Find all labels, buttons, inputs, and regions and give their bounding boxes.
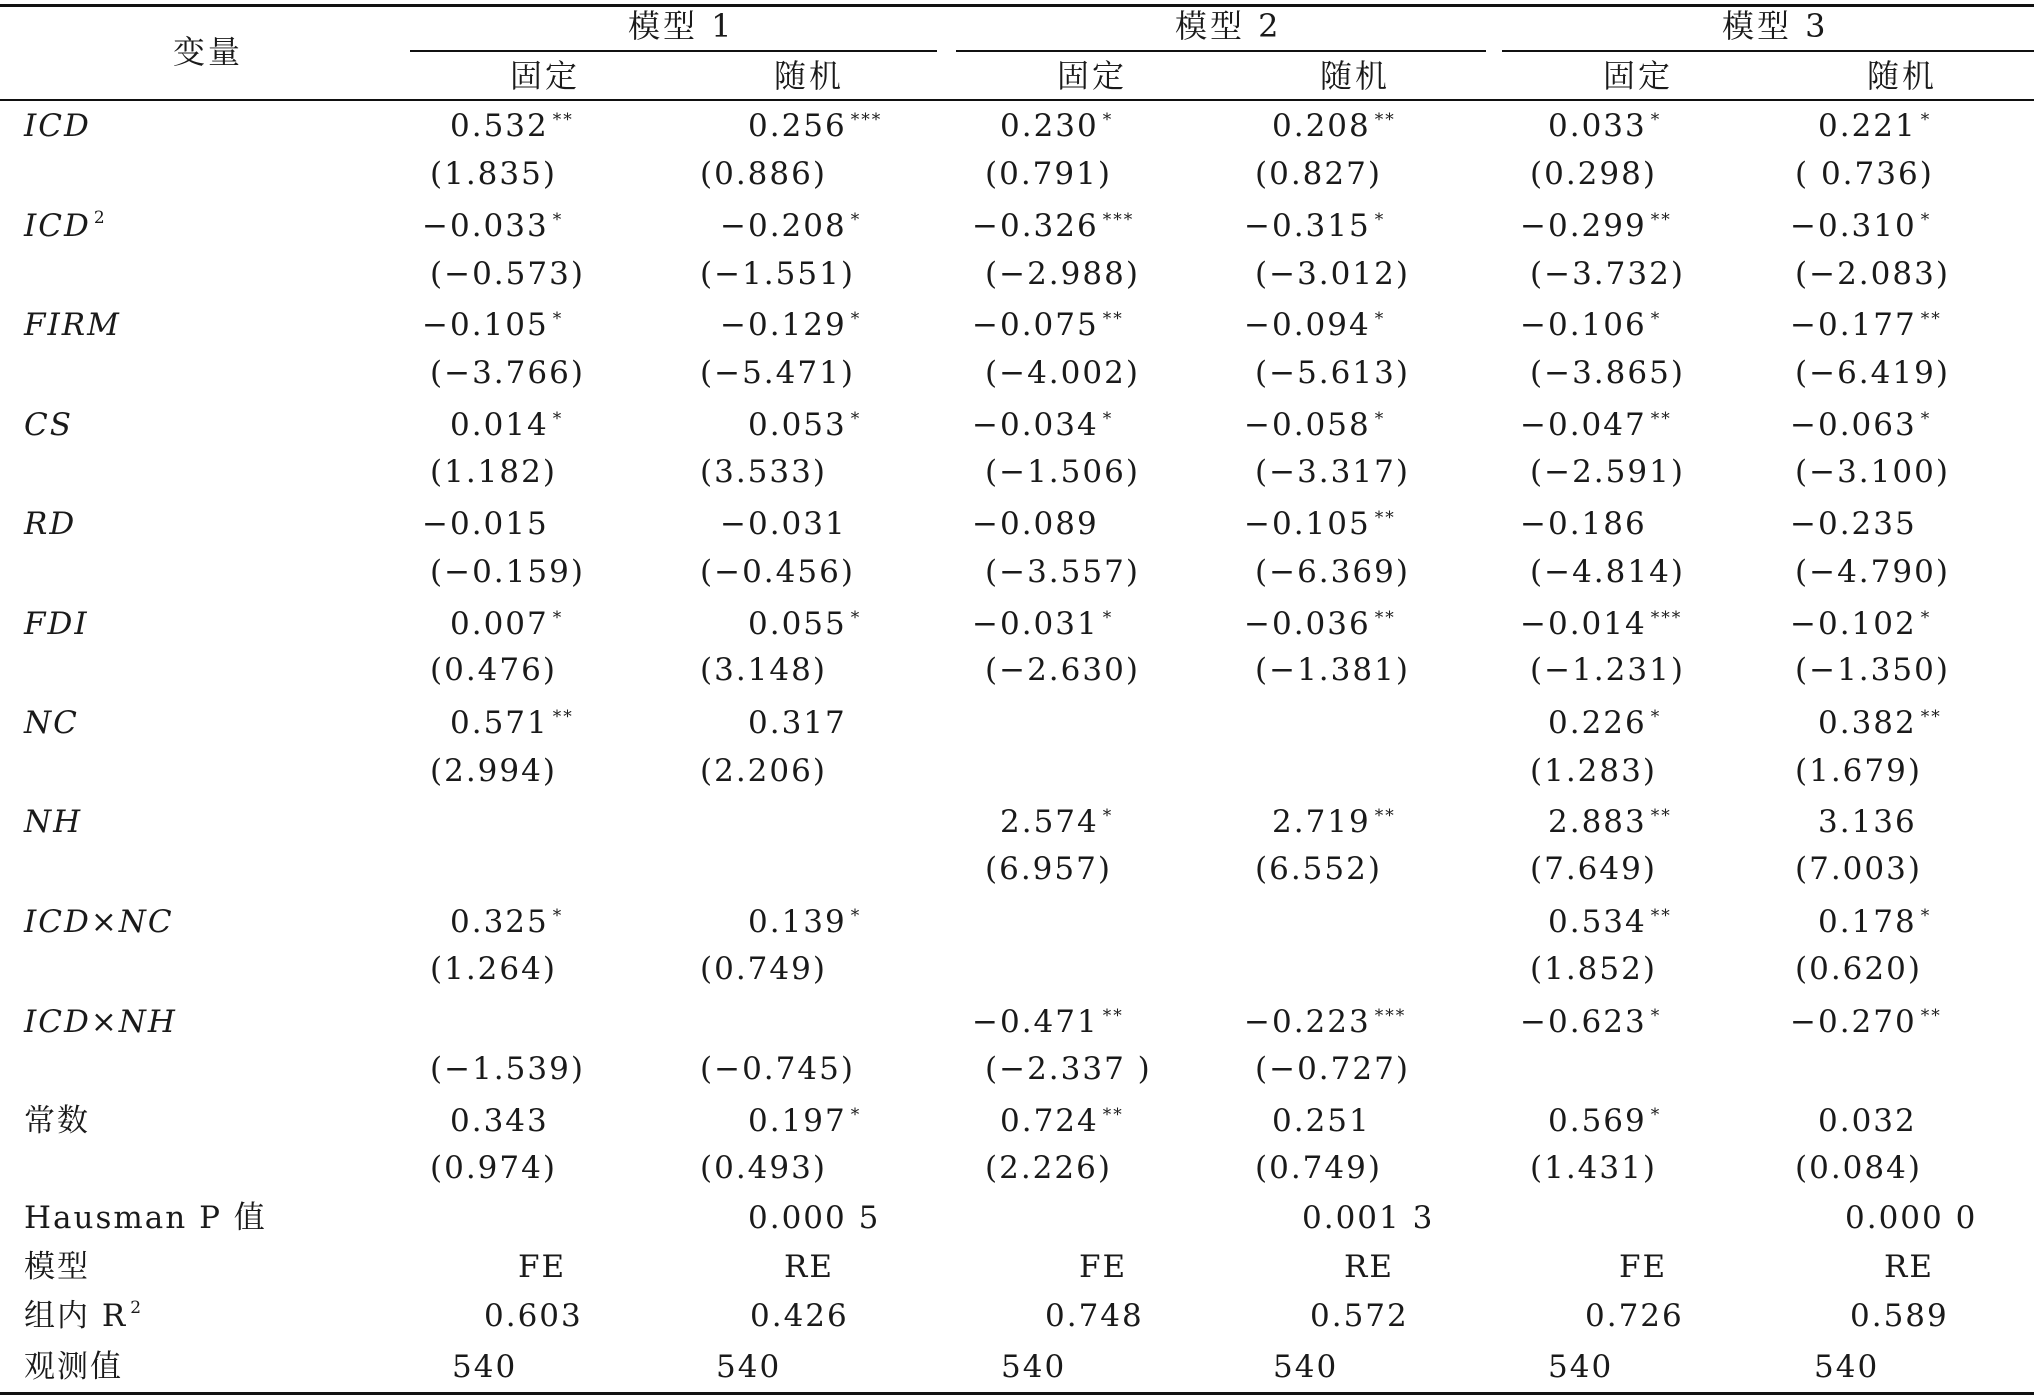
significance-stars: * — [1920, 906, 1932, 926]
coef-cell — [450, 405, 563, 445]
coef-value: 0.343 — [450, 1103, 549, 1139]
footer-value: 540 — [1273, 1349, 1339, 1385]
subheader-model-3-random: 随机 — [1867, 57, 1938, 95]
coef-cell — [1244, 604, 1396, 644]
t-stat-cell: (−2.591) — [1530, 454, 1685, 490]
coef-value: 0.139 — [748, 904, 847, 940]
t-stat-cell: (0.886) — [700, 156, 827, 192]
coef-cell — [748, 1101, 861, 1141]
significance-stars: * — [1374, 409, 1386, 429]
coef-cell — [748, 106, 882, 146]
significance-stars: * — [1650, 309, 1662, 329]
coef-value: 0.221 — [1818, 108, 1917, 144]
significance-stars: * — [1102, 409, 1114, 429]
coef-cell — [748, 604, 861, 644]
coef-value: 0.724 — [1000, 1103, 1099, 1139]
t-stat-cell: (−1.350) — [1795, 652, 1950, 688]
footer-value: 0.748 — [1045, 1298, 1144, 1334]
footer-label-text: 模型 — [24, 1249, 90, 1285]
t-stat-cell: (1.852) — [1530, 951, 1657, 987]
t-stat-cell: (−6.419) — [1795, 355, 1950, 391]
footer-label-superscript: 2 — [130, 1298, 144, 1318]
coef-value: −0.105 — [1244, 506, 1371, 542]
significance-stars: * — [1650, 1105, 1662, 1125]
coef-value: 0.055 — [748, 606, 847, 642]
significance-stars: *** — [1374, 1006, 1407, 1026]
significance-stars: * — [1650, 707, 1662, 727]
significance-stars: * — [1650, 1006, 1662, 1026]
row-label-text: 常数 — [24, 1103, 90, 1139]
significance-stars: * — [850, 309, 862, 329]
coef-value: 3.136 — [1818, 804, 1917, 840]
t-stat-cell: (−4.002) — [985, 355, 1140, 391]
t-stat-cell: (0.749) — [1255, 1150, 1382, 1186]
coef-cell — [1818, 703, 1942, 743]
coef-cell — [1520, 604, 1682, 644]
t-stat-cell: (7.003) — [1795, 851, 1922, 887]
footer-value: 540 — [1548, 1349, 1614, 1385]
row-label-text: FDI — [24, 606, 89, 642]
t-stat-cell: (−3.865) — [1530, 355, 1685, 391]
footer-value: FE — [1619, 1249, 1668, 1285]
coef-cell — [450, 1101, 549, 1141]
coef-cell — [1548, 703, 1661, 743]
significance-stars: * — [552, 210, 564, 230]
significance-stars: ** — [1650, 906, 1672, 926]
coef-cell — [450, 902, 563, 942]
bottom-rule — [0, 1392, 2034, 1395]
t-stat-cell: (2.994) — [430, 753, 557, 789]
coef-value: 2.574 — [1000, 804, 1099, 840]
coef-value: 0.178 — [1818, 904, 1917, 940]
coef-value: −0.270 — [1790, 1004, 1917, 1040]
coef-value: 0.014 — [450, 407, 549, 443]
t-stat-cell: (0.974) — [430, 1150, 557, 1186]
coef-value: 0.197 — [748, 1103, 847, 1139]
footer-value: RE — [784, 1249, 834, 1285]
footer-value: RE — [1884, 1249, 1934, 1285]
subheader-model-1-fixed: 固定 — [510, 57, 581, 95]
t-stat-cell: (−0.159) — [430, 554, 585, 590]
row-label-text: FIRM — [24, 307, 121, 343]
coef-value: −0.129 — [720, 307, 847, 343]
coef-cell — [1244, 504, 1396, 544]
coef-value: 0.033 — [1548, 108, 1647, 144]
t-stat-cell: (0.620) — [1795, 951, 1922, 987]
coef-value: −0.177 — [1790, 307, 1917, 343]
coef-cell — [1790, 1002, 1942, 1042]
coef-cell — [972, 405, 1113, 445]
t-stat-cell: (1.182) — [430, 454, 557, 490]
t-stat-cell: (1.679) — [1795, 753, 1922, 789]
t-stat-cell: (−6.369) — [1255, 554, 1410, 590]
coef-cell — [1520, 206, 1672, 246]
coef-value: −0.186 — [1520, 506, 1647, 542]
coef-cell — [720, 206, 861, 246]
footer-label-text: 观测值 — [24, 1349, 123, 1385]
coef-value: −0.105 — [422, 307, 549, 343]
significance-stars: ** — [552, 707, 574, 727]
significance-stars: *** — [1650, 608, 1683, 628]
t-stat-cell: (−5.471) — [700, 355, 855, 391]
row-label — [24, 1101, 90, 1141]
coef-cell — [1272, 802, 1396, 842]
coef-value: −0.047 — [1520, 407, 1647, 443]
t-stat-cell: (−4.790) — [1795, 554, 1950, 590]
footer-label-text: 组内 R — [24, 1298, 128, 1334]
coef-value: 0.208 — [1272, 108, 1371, 144]
row-label — [24, 604, 89, 644]
coef-value: −0.014 — [1520, 606, 1647, 642]
significance-stars: * — [1920, 210, 1932, 230]
header-rule — [0, 99, 2034, 101]
coef-cell — [1548, 802, 1672, 842]
coef-cell — [1548, 1101, 1661, 1141]
significance-stars: ** — [1920, 707, 1942, 727]
footer-value: 0.426 — [750, 1298, 849, 1334]
t-stat-cell: (−0.727) — [1255, 1051, 1410, 1087]
coef-cell — [1790, 206, 1931, 246]
coef-cell — [748, 703, 847, 743]
coef-value: 0.032 — [1818, 1103, 1917, 1139]
coef-value: −0.031 — [972, 606, 1099, 642]
coef-cell — [1818, 802, 1917, 842]
coef-value: 0.226 — [1548, 705, 1647, 741]
significance-stars: ** — [552, 110, 574, 130]
coef-value: 0.256 — [748, 108, 847, 144]
footer-value: 0.000 0 — [1845, 1200, 1978, 1236]
t-stat-cell: (3.533) — [700, 454, 827, 490]
coef-value: 0.325 — [450, 904, 549, 940]
coef-value: −0.034 — [972, 407, 1099, 443]
coef-cell — [1818, 1101, 1917, 1141]
t-stat-cell: (−1.539) — [430, 1051, 585, 1087]
subheader-model-2-random: 随机 — [1320, 57, 1391, 95]
significance-stars: * — [1102, 608, 1114, 628]
footer-value: 540 — [452, 1349, 518, 1385]
row-label-text: CS — [24, 407, 73, 443]
t-stat-cell: (−3.100) — [1795, 454, 1950, 490]
significance-stars: * — [1650, 110, 1662, 130]
footer-label — [24, 1296, 143, 1336]
footer-label — [24, 1247, 90, 1287]
coef-value: −0.031 — [720, 506, 847, 542]
coef-value: 0.532 — [450, 108, 549, 144]
coef-value: −0.033 — [422, 208, 549, 244]
t-stat-cell: (−1.551) — [700, 256, 855, 292]
footer-label — [24, 1198, 267, 1238]
coef-value: 0.569 — [1548, 1103, 1647, 1139]
footer-value: 0.589 — [1850, 1298, 1949, 1334]
significance-stars: ** — [1102, 1105, 1124, 1125]
t-stat-cell: (−0.573) — [430, 256, 585, 292]
coef-value: −0.623 — [1520, 1004, 1647, 1040]
row-label-text: RD — [24, 506, 77, 542]
coef-cell — [450, 604, 563, 644]
coef-value: −0.036 — [1244, 606, 1371, 642]
t-stat-cell: (6.957) — [985, 851, 1112, 887]
coef-cell — [1244, 206, 1385, 246]
significance-stars: ** — [1920, 1006, 1942, 1026]
model-1-header: 模型 1 — [628, 7, 735, 45]
t-stat-cell: (−3.317) — [1255, 454, 1410, 490]
row-label-text: ICD×NH — [24, 1004, 177, 1040]
coef-cell — [972, 1002, 1124, 1042]
subheader-model-1-random: 随机 — [774, 57, 845, 95]
coef-cell — [1520, 504, 1647, 544]
significance-stars: * — [552, 309, 564, 329]
t-stat-cell: (−2.988) — [985, 256, 1140, 292]
t-stat-cell: (−3.557) — [985, 554, 1140, 590]
coef-cell — [1818, 106, 1931, 146]
row-label — [24, 802, 82, 842]
row-label — [24, 504, 76, 544]
coef-cell — [1000, 106, 1113, 146]
row-label — [24, 902, 174, 942]
footer-value: 540 — [1001, 1349, 1067, 1385]
footer-value: 0.572 — [1310, 1298, 1409, 1334]
coef-value: −0.471 — [972, 1004, 1099, 1040]
coef-cell — [1272, 106, 1396, 146]
coef-value: 0.251 — [1272, 1103, 1371, 1139]
significance-stars: ** — [1920, 309, 1942, 329]
coef-value: −0.106 — [1520, 307, 1647, 343]
coef-cell — [422, 305, 563, 345]
coef-cell — [1790, 604, 1931, 644]
coef-cell — [1000, 1101, 1124, 1141]
significance-stars: ** — [1102, 1006, 1124, 1026]
significance-stars: ** — [1650, 806, 1672, 826]
coef-cell — [450, 703, 574, 743]
t-stat-cell: (0.298) — [1530, 156, 1657, 192]
significance-stars: * — [1374, 309, 1386, 329]
row-label-text: ICD — [24, 108, 91, 144]
footer-value: FE — [518, 1249, 567, 1285]
group-rule-model-2 — [956, 50, 1486, 52]
t-stat-cell: (−3.766) — [430, 355, 585, 391]
footer-value: RE — [1344, 1249, 1394, 1285]
coef-cell — [422, 504, 549, 544]
significance-stars: * — [552, 409, 564, 429]
coef-value: −0.089 — [972, 506, 1099, 542]
model-2-header: 模型 2 — [1175, 7, 1282, 45]
coef-value: −0.063 — [1790, 407, 1917, 443]
coef-value: −0.235 — [1790, 506, 1917, 542]
coef-cell — [720, 305, 861, 345]
t-stat-cell: (1.835) — [430, 156, 557, 192]
coef-value: −0.058 — [1244, 407, 1371, 443]
coef-value: −0.208 — [720, 208, 847, 244]
row-label — [24, 206, 107, 246]
coef-value: −0.075 — [972, 307, 1099, 343]
significance-stars: ** — [1102, 309, 1124, 329]
t-stat-cell: (−0.745) — [700, 1051, 855, 1087]
footer-value: 540 — [1814, 1349, 1880, 1385]
t-stat-cell: (6.552) — [1255, 851, 1382, 887]
t-stat-cell: (7.649) — [1530, 851, 1657, 887]
significance-stars: * — [850, 608, 862, 628]
significance-stars: * — [1920, 608, 1932, 628]
coef-cell — [1244, 1002, 1406, 1042]
coef-cell — [972, 206, 1134, 246]
significance-stars: *** — [850, 110, 883, 130]
row-label-text: ICD×NC — [24, 904, 174, 940]
t-stat-cell: (−3.732) — [1530, 256, 1685, 292]
footer-value: 0.001 3 — [1302, 1200, 1435, 1236]
significance-stars: * — [1920, 409, 1932, 429]
coef-cell — [1548, 902, 1672, 942]
row-label-text: ICD — [24, 208, 91, 244]
t-stat-cell: (−2.083) — [1795, 256, 1950, 292]
significance-stars: * — [850, 1105, 862, 1125]
t-stat-cell: (−3.012) — [1255, 256, 1410, 292]
significance-stars: ** — [1374, 806, 1396, 826]
coef-cell — [1790, 405, 1931, 445]
t-stat-cell: (3.148) — [700, 652, 827, 688]
significance-stars: ** — [1374, 508, 1396, 528]
significance-stars: * — [850, 210, 862, 230]
t-stat-cell: (−4.814) — [1530, 554, 1685, 590]
significance-stars: ** — [1374, 110, 1396, 130]
significance-stars: ** — [1650, 210, 1672, 230]
row-label — [24, 106, 91, 146]
coef-cell — [748, 405, 861, 445]
subheader-model-3-fixed: 固定 — [1603, 57, 1674, 95]
significance-stars: * — [1102, 806, 1114, 826]
model-3-header: 模型 3 — [1722, 7, 1829, 45]
coef-value: −0.094 — [1244, 307, 1371, 343]
coef-value: 0.571 — [450, 705, 549, 741]
coef-cell — [422, 206, 563, 246]
t-stat-cell: ( 0.736) — [1795, 156, 1934, 192]
row-label — [24, 405, 73, 445]
t-stat-cell: (2.206) — [700, 753, 827, 789]
coef-value: −0.315 — [1244, 208, 1371, 244]
subheader-model-2-fixed: 固定 — [1057, 57, 1128, 95]
t-stat-cell: (2.226) — [985, 1150, 1112, 1186]
group-rule-model-1 — [410, 50, 937, 52]
row-label — [24, 305, 121, 345]
coef-cell — [450, 106, 574, 146]
significance-stars: * — [1920, 110, 1932, 130]
footer-value: 0.000 5 — [748, 1200, 881, 1236]
group-rule-model-3 — [1502, 50, 2034, 52]
row-label-text: NC — [24, 705, 79, 741]
t-stat-cell: (1.283) — [1530, 753, 1657, 789]
footer-value: 0.726 — [1585, 1298, 1684, 1334]
t-stat-cell: (−1.231) — [1530, 652, 1685, 688]
coef-value: 0.534 — [1548, 904, 1647, 940]
variable-header: 变量 — [173, 33, 244, 71]
coef-cell — [972, 604, 1113, 644]
coef-cell — [1790, 305, 1942, 345]
coef-cell — [1272, 1101, 1371, 1141]
coef-cell — [972, 305, 1124, 345]
coef-value: 0.230 — [1000, 108, 1099, 144]
t-stat-cell: (0.084) — [1795, 1150, 1922, 1186]
coef-cell — [1818, 902, 1931, 942]
significance-stars: * — [1102, 110, 1114, 130]
row-label — [24, 1002, 177, 1042]
footer-value: 0.603 — [484, 1298, 583, 1334]
coef-value: −0.223 — [1244, 1004, 1371, 1040]
row-label — [24, 703, 79, 743]
coef-cell — [1520, 305, 1661, 345]
footer-label — [24, 1347, 123, 1387]
t-stat-cell: (0.493) — [700, 1150, 827, 1186]
coef-cell — [1244, 405, 1385, 445]
coef-cell — [972, 504, 1099, 544]
t-stat-cell: (−1.506) — [985, 454, 1140, 490]
footer-value: FE — [1079, 1249, 1128, 1285]
coef-cell — [748, 902, 861, 942]
coef-cell — [1790, 504, 1917, 544]
coef-value: −0.310 — [1790, 208, 1917, 244]
row-label-text: NH — [24, 804, 83, 840]
t-stat-cell: (0.827) — [1255, 156, 1382, 192]
significance-stars: * — [1374, 210, 1386, 230]
significance-stars: * — [850, 409, 862, 429]
coef-value: 0.317 — [748, 705, 847, 741]
coef-value: −0.326 — [972, 208, 1099, 244]
significance-stars: ** — [1374, 608, 1396, 628]
coef-cell — [1520, 1002, 1661, 1042]
coef-cell — [1548, 106, 1661, 146]
significance-stars: * — [850, 906, 862, 926]
coef-value: 2.719 — [1272, 804, 1371, 840]
footer-label-text: Hausman P 值 — [24, 1200, 267, 1236]
footer-value: 540 — [716, 1349, 782, 1385]
t-stat-cell: (−1.381) — [1255, 652, 1410, 688]
coef-value: −0.015 — [422, 506, 549, 542]
coef-value: −0.299 — [1520, 208, 1647, 244]
coef-value: 0.007 — [450, 606, 549, 642]
significance-stars: * — [552, 906, 564, 926]
coef-value: −0.102 — [1790, 606, 1917, 642]
significance-stars: * — [552, 608, 564, 628]
coef-cell — [1000, 802, 1113, 842]
coef-value: 0.382 — [1818, 705, 1917, 741]
coef-cell — [720, 504, 847, 544]
t-stat-cell: (1.431) — [1530, 1150, 1657, 1186]
t-stat-cell: (1.264) — [430, 951, 557, 987]
t-stat-cell: (−2.337 ) — [985, 1051, 1152, 1087]
row-label-superscript: 2 — [93, 208, 107, 228]
coef-cell — [1244, 305, 1385, 345]
t-stat-cell: (0.476) — [430, 652, 557, 688]
t-stat-cell: (−0.456) — [700, 554, 855, 590]
t-stat-cell: (0.791) — [985, 156, 1112, 192]
t-stat-cell: (0.749) — [700, 951, 827, 987]
coef-value: 2.883 — [1548, 804, 1647, 840]
t-stat-cell: (−2.630) — [985, 652, 1140, 688]
coef-cell — [1520, 405, 1672, 445]
coef-value: 0.053 — [748, 407, 847, 443]
significance-stars: ** — [1650, 409, 1672, 429]
t-stat-cell: (−5.613) — [1255, 355, 1410, 391]
significance-stars: *** — [1102, 210, 1135, 230]
